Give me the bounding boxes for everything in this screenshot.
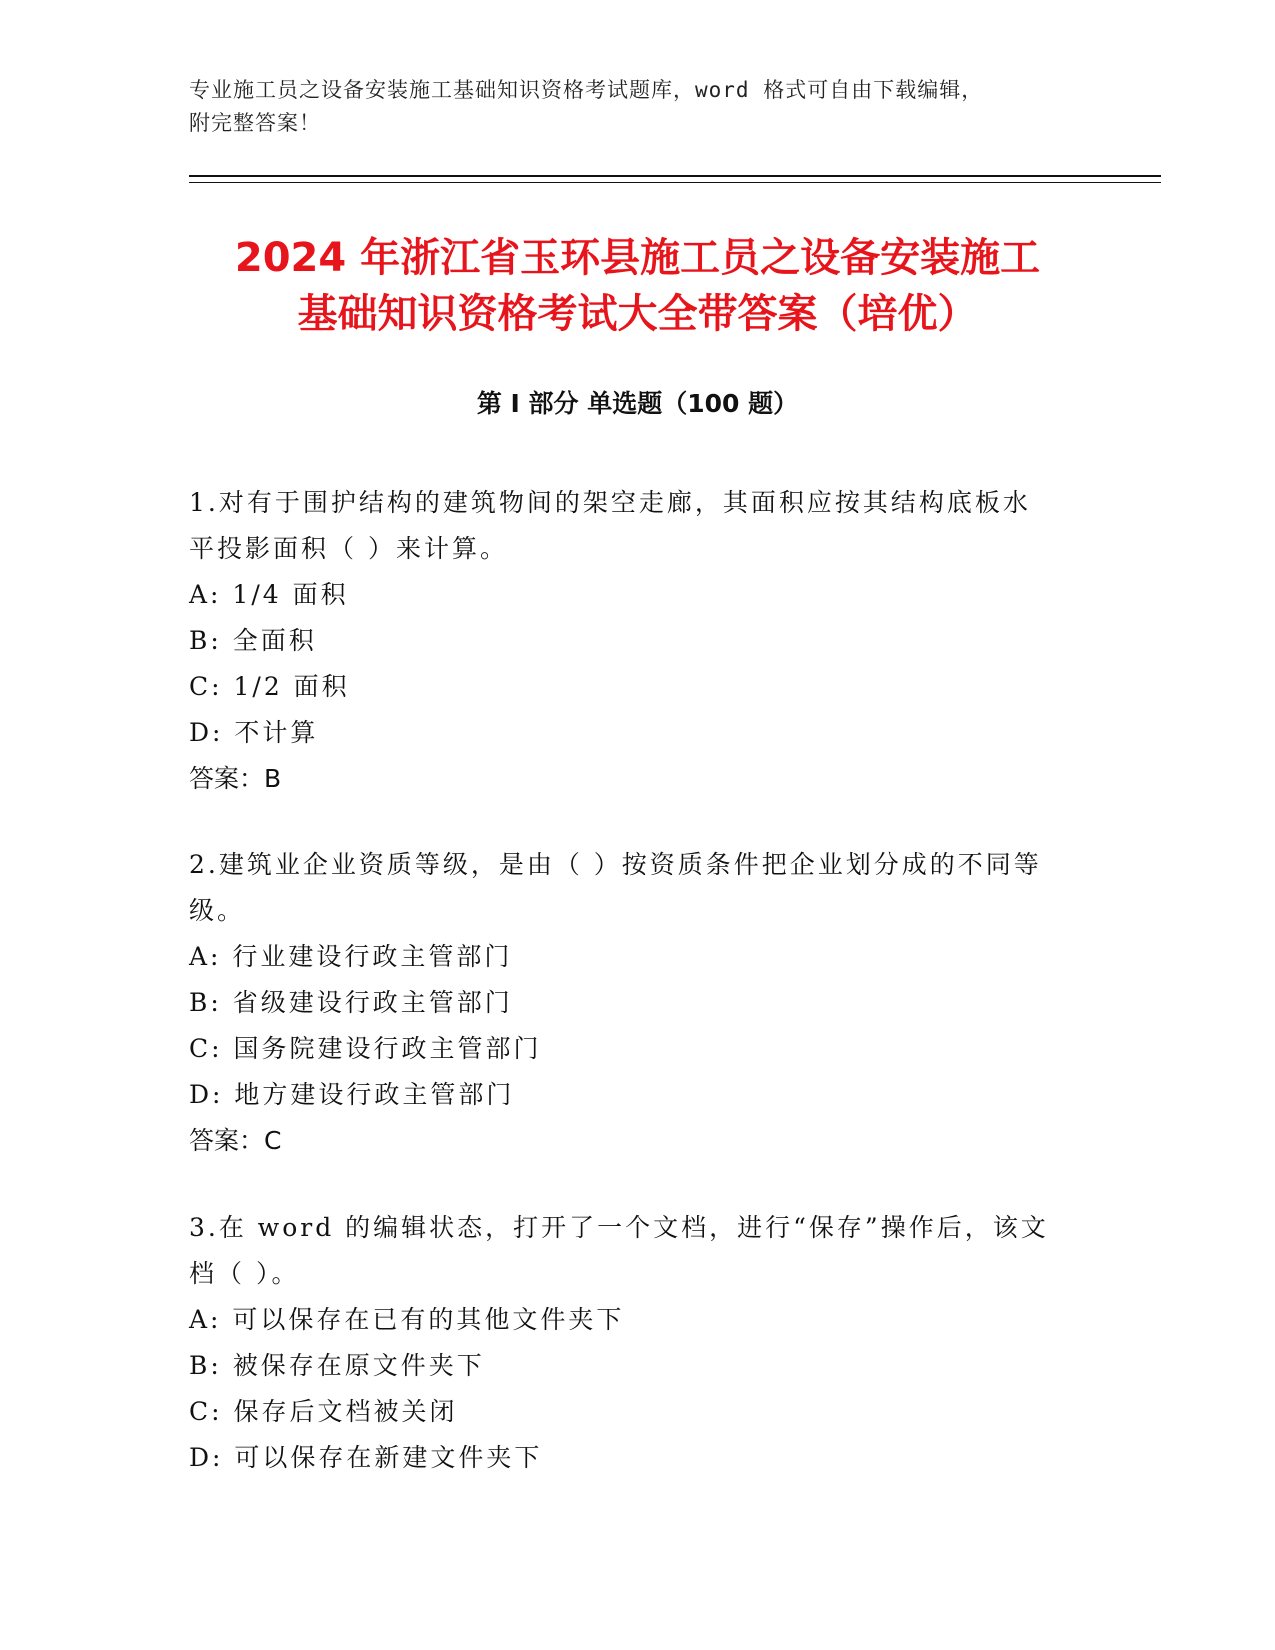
question-stem	[189, 480, 1089, 572]
option-a: A: 1/4 面积	[189, 580, 349, 609]
header-divider-thin	[189, 182, 1161, 183]
option-a: A: 可以保存在已有的其他文件夹下	[189, 1305, 625, 1334]
option-a: A: 行业建设行政主管部门	[189, 942, 513, 971]
question-stem	[189, 1205, 1089, 1297]
header-note	[189, 74, 1069, 140]
option-b: B: 省级建设行政主管部门	[189, 988, 513, 1017]
question-3	[189, 1205, 1089, 1481]
option-d: D: 不计算	[189, 718, 319, 747]
header-divider-thick	[189, 175, 1161, 177]
answer: 答案：B	[189, 764, 282, 793]
option-c: C: 1/2 面积	[189, 672, 350, 701]
option-d: D: 可以保存在新建文件夹下	[189, 1443, 543, 1472]
document-title-line-1: 2024 年浙江省玉环县施工员之设备安装施工	[234, 235, 1041, 281]
question-stem-line-2: 档（ ）。	[189, 1259, 300, 1288]
document-title	[160, 230, 1115, 342]
question-2	[189, 842, 1089, 1164]
answer: 答案：C	[189, 1126, 282, 1155]
question-stem-line-1: 2.建筑业企业资质等级，是由（ ）按资质条件把企业划分成的不同等	[189, 850, 1042, 879]
question-stem-line-1: 3.在 word 的编辑状态，打开了一个文档，进行“保存”操作后，该文	[189, 1213, 1049, 1242]
header-note-line-1: 专业施工员之设备安装施工基础知识资格考试题库，word 格式可自由下载编辑，	[189, 78, 984, 102]
question-stem-line-2: 平投影面积（ ）来计算。	[189, 534, 508, 563]
option-b: B: 全面积	[189, 626, 317, 655]
question-1	[189, 480, 1089, 802]
question-stem-line-1: 1.对有于围护结构的建筑物间的架空走廊，其面积应按其结构底板水	[189, 488, 1031, 517]
header-note-line-2: 附完整答案！	[189, 111, 321, 135]
option-c: C: 国务院建设行政主管部门	[189, 1034, 542, 1063]
option-c: C: 保存后文档被关闭	[189, 1397, 458, 1426]
option-d: D: 地方建设行政主管部门	[189, 1080, 515, 1109]
question-stem	[189, 842, 1089, 934]
option-b: B: 被保存在原文件夹下	[189, 1351, 485, 1380]
document-title-line-2: 基础知识资格考试大全带答案（培优）	[297, 291, 978, 337]
question-stem-line-2: 级。	[189, 896, 246, 925]
section-title: 第 I 部分 单选题（100 题）	[476, 389, 799, 418]
